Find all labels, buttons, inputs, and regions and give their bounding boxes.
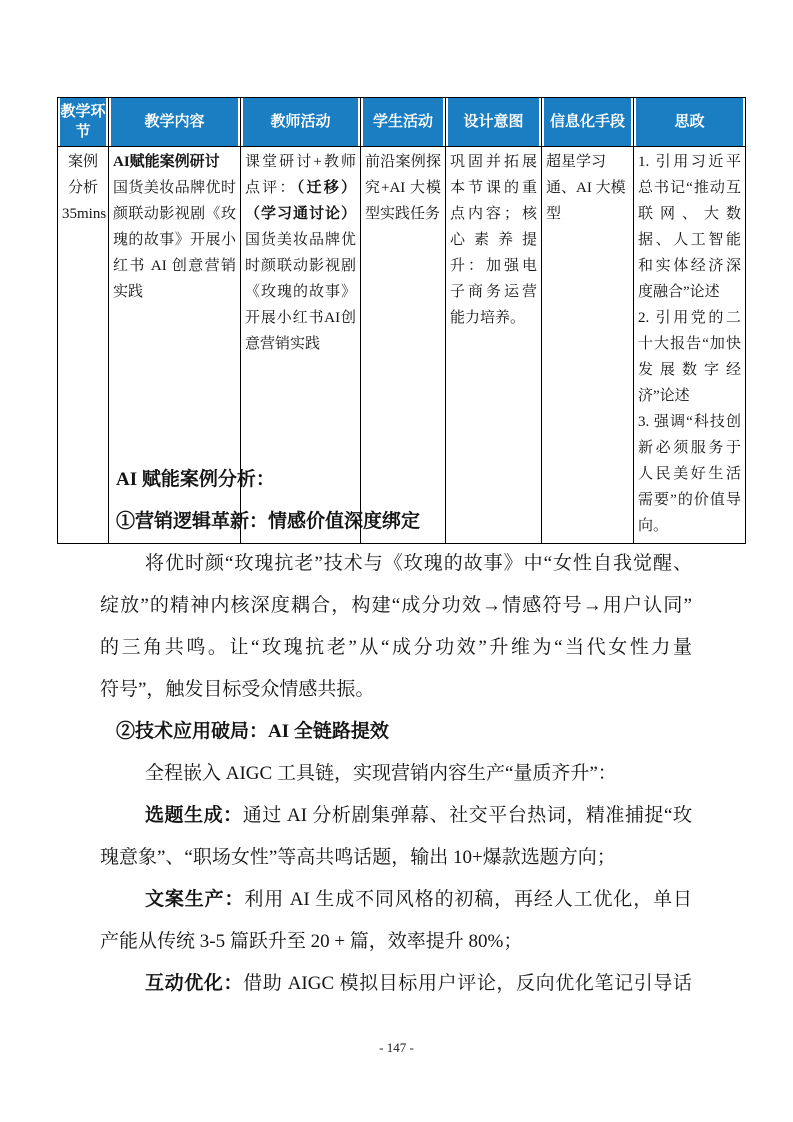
item-copy-production-label: 文案生产： xyxy=(145,889,245,910)
item-topic-generation xyxy=(100,795,692,837)
paragraph-marketing-line: 将优时颜“玫瑰抗老”技术与《玫瑰的故事》中“女性自我觉醒、 xyxy=(145,553,692,574)
col-header-design-intent: 设计意图 xyxy=(446,98,542,147)
subheading-tech-application: ②技术应用破局：AI 全链路提效 xyxy=(116,721,389,742)
col-header-teaching-stage: 教学环节 xyxy=(58,98,109,147)
paragraph-marketing-line: 绽放”的精神内核深度耦合，构建“成分功效→情感符号→用户认同” xyxy=(100,595,692,616)
heading-ai-case-analysis: AI 赋能案例分析： xyxy=(116,469,275,490)
teacher-activity-prefix: 课堂研讨+教师点评： xyxy=(245,154,356,196)
item-interaction-optimization-text: 借助 AIGC 模拟目标用户评论，反向优化笔记引导话 xyxy=(243,973,692,994)
col-header-teacher-activity: 教师活动 xyxy=(241,98,361,147)
stage-line: 分析 xyxy=(67,180,98,196)
item-interaction-optimization xyxy=(100,963,692,1005)
cell-design-intent: 巩固并拓展本节课的重点内容；核心素养提升：加强电子商务运营能力培养。 xyxy=(446,147,542,544)
col-header-teaching-content: 教学内容 xyxy=(109,98,241,147)
cell-it-tools: 超星学习通、AI 大模型 xyxy=(542,147,634,544)
col-header-it-tools: 信息化手段 xyxy=(542,98,634,147)
ideology-item: 1. 引用习近平总书记“推动互联网、大数据、人工智能和实体经济深度融合”论述 xyxy=(638,154,741,300)
item-interaction-optimization-label: 互动优化： xyxy=(145,973,244,994)
teacher-activity-body: 国货美妆品牌优时颜联动影视剧《玫瑰的故事》开展小红书AI创意营销实践 xyxy=(245,232,356,352)
item-topic-generation-line2: 瑰意象”、“职场女性”等高共鸣话题，输出 10+爆款选题方向； xyxy=(100,847,616,868)
paragraph-aigc-chain: 全程嵌入 AIGC 工具链，实现营销内容生产“量质齐升”： xyxy=(145,763,617,784)
teacher-activity-emphasis: （迁移）（学习通讨论） xyxy=(245,180,356,222)
stage-duration: 35mins xyxy=(62,206,107,222)
content-body: 国货美妆品牌优时颜联动影视剧《玫瑰的故事》开展小红书 AI 创意营销实践 xyxy=(113,180,236,300)
cell-student-activity: 前沿案例探究+AI 大模型实践任务 xyxy=(361,147,446,544)
item-topic-generation-label: 选题生成： xyxy=(145,805,243,826)
paragraph-marketing-line: 符号”，触发目标受众情感共振。 xyxy=(100,679,375,700)
item-topic-generation-text: 通过 AI 分析剧集弹幕、社交平台热词，精准捕捉“玫 xyxy=(242,805,692,826)
content-title: AI赋能案例研讨 xyxy=(113,154,220,170)
page-number: - 147 - xyxy=(379,1040,414,1055)
col-header-ideology: 思政 xyxy=(634,98,746,147)
body-text xyxy=(100,459,692,1005)
table-header-row xyxy=(58,98,746,147)
item-copy-production-line2: 产能从传统 3-5 篇跃升至 20 + 篇，效率提升 80%； xyxy=(100,931,523,952)
subheading-marketing-logic: ①营销逻辑革新：情感价值深度绑定 xyxy=(116,511,421,532)
ideology-item: 2. 引用党的二十大报告“加快发展数字经济”论述 xyxy=(638,310,741,404)
item-copy-production-text: 利用 AI 生成不同风格的初稿，再经人工优化，单日 xyxy=(244,889,692,910)
item-copy-production xyxy=(100,879,692,921)
col-header-student-activity: 学生活动 xyxy=(361,98,446,147)
ideology-item: 3. 强调“科技创新必须服务于人民美好生活需要”的价值导向。 xyxy=(638,414,741,534)
paragraph-marketing-line: 的三角共鸣。让“玫瑰抗老”从“成分功效”升维为“当代女性力量 xyxy=(100,637,692,658)
stage-line: 案例 xyxy=(67,154,98,170)
